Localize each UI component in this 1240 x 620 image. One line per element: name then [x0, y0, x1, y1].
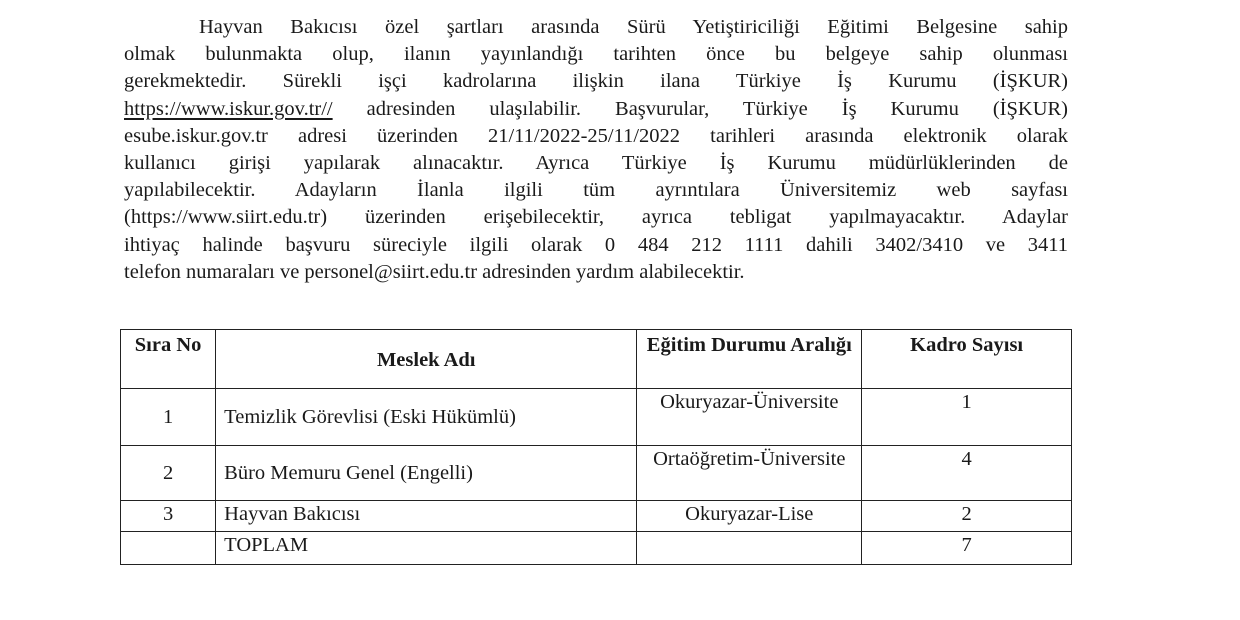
- paragraph-line: telefon numaraları ve personel@siirt.edu.tr adresinden yardım alabilecektir.: [124, 260, 745, 283]
- paragraph-line: Hayvan Bakıcısı özel şartları arasında Sürü Yetiştiriciliği Eğitimi Belgesine sahip: [199, 16, 1068, 38]
- cell-no: 2: [121, 446, 216, 501]
- header-kadro-sayisi: Kadro Sayısı: [862, 330, 1072, 389]
- paragraph-line: kullanıcı girişi yapılarak alınacaktır. Ayrıca Türkiye İş Kurumu müdürlüklerinden de: [124, 152, 1068, 175]
- table-header-row: [121, 330, 1072, 389]
- paragraph-line-text: adresinden ulaşılabilir. Başvurular, Türkiye İş Kurumu (İŞKUR): [366, 97, 1068, 120]
- cell-kadro: 1: [862, 389, 1072, 446]
- cell-meslek: Büro Memuru Genel (Engelli): [216, 446, 637, 501]
- cell-no: 3: [121, 501, 216, 532]
- announcement-paragraph: [124, 14, 1068, 286]
- header-sira-no: Sıra No: [121, 330, 216, 389]
- cell-meslek: Hayvan Bakıcısı: [216, 501, 637, 532]
- paragraph-line-with-link: [124, 96, 1068, 123]
- cell-egitim: Okuryazar-Üniversite: [637, 389, 862, 446]
- table-row: [121, 501, 1072, 532]
- header-meslek-adi: Meslek Adı: [216, 330, 637, 389]
- cell-no: 1: [121, 389, 216, 446]
- cell-egitim: Ortaöğretim-Üniversite: [637, 446, 862, 501]
- header-egitim-durumu: Eğitim Durumu Aralığı: [637, 330, 862, 389]
- cell-total-label: TOPLAM: [216, 532, 637, 565]
- paragraph-line: yapılabilecektir. Adayların İlanla ilgili tüm ayrıntılara Üniversitemiz web sayfası: [124, 179, 1068, 202]
- paragraph-line: (https://www.siirt.edu.tr) üzerinden erişebilecektir, ayrıca tebligat yapılmayacaktır. Adaylar: [124, 206, 1068, 229]
- paragraph-line: olmak bulunmakta olup, ilanın yayınlandığı tarihten önce bu belgeye sahip olunması: [124, 43, 1068, 66]
- cell-total-kadro: 7: [862, 532, 1072, 565]
- cell-kadro: 4: [862, 446, 1072, 501]
- table-row: [121, 389, 1072, 446]
- table-total-row: [121, 532, 1072, 565]
- paragraph-line: ihtiyaç halinde başvuru süreciyle ilgili olarak 0 484 212 1111 dahili 3402/3410 ve 3411: [124, 233, 1068, 256]
- table-row: [121, 446, 1072, 501]
- cell-meslek: Temizlik Görevlisi (Eski Hükümlü): [216, 389, 637, 446]
- iskur-link[interactable]: https://www.iskur.gov.tr//: [124, 97, 333, 120]
- paragraph-line: gerekmektedir. Sürekli işçi kadrolarına ilişkin ilana Türkiye İş Kurumu (İŞKUR): [124, 70, 1068, 93]
- cell-total-no: [121, 532, 216, 565]
- staff-quota-table: [120, 329, 1072, 565]
- cell-kadro: 2: [862, 501, 1072, 532]
- paragraph-line: esube.iskur.gov.tr adresi üzerinden 21/11/2022-25/11/2022 tarihleri arasında elektronik olarak: [124, 124, 1068, 147]
- cell-egitim: Okuryazar-Lise: [637, 501, 862, 532]
- cell-total-egitim: [637, 532, 862, 565]
